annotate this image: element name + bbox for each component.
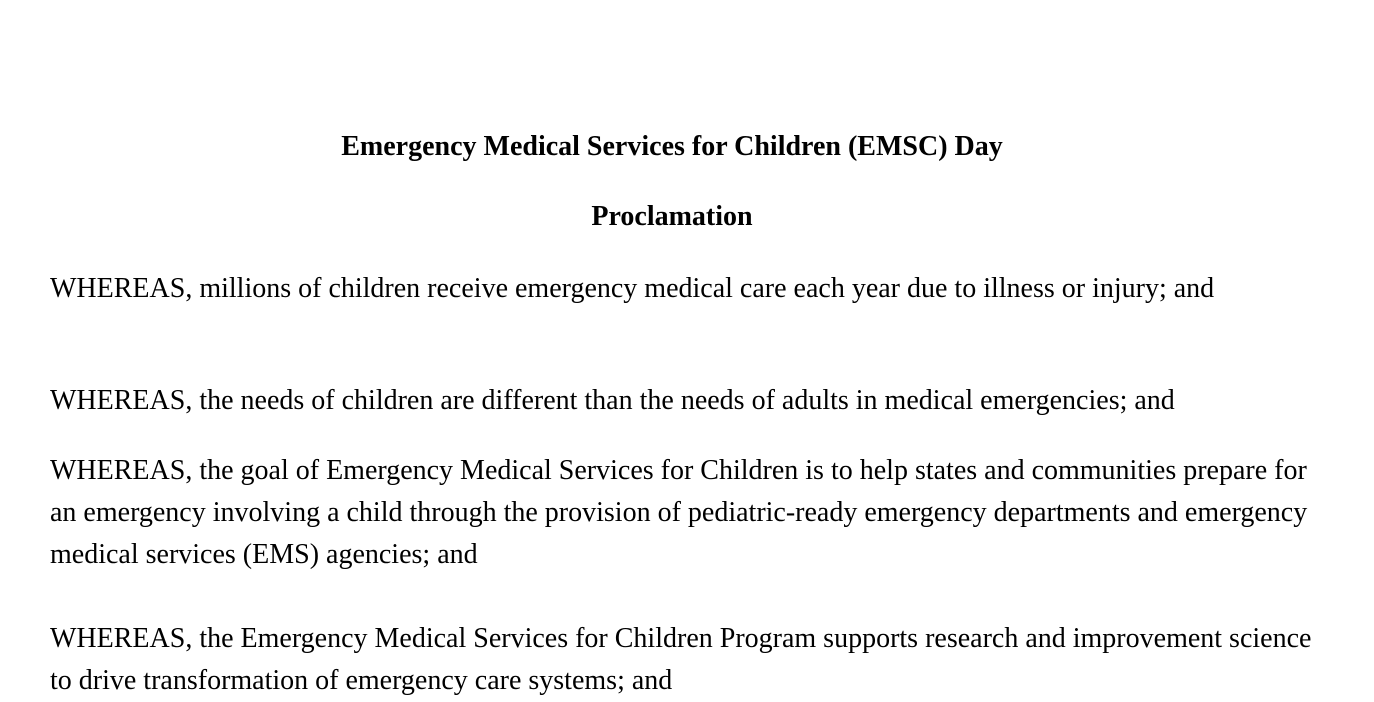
whereas-paragraph-4: WHEREAS, the Emergency Medical Services for Children Program supports research and improvement science to drive transformation of emergency care systems; and — [50, 623, 1312, 696]
document-title: Emergency Medical Services for Children (EMSC) Day — [341, 131, 1003, 162]
whereas-paragraph-3: WHEREAS, the goal of Emergency Medical Services for Children is to help states and communities prepare for an emergency involving a child through the provision of pediatric-ready emergency departments and emergency medical services (EMS) agencies; and — [50, 455, 1308, 570]
document-subtitle: Proclamation — [591, 201, 753, 232]
whereas-paragraph-1: WHEREAS, millions of children receive emergency medical care each year due to illness or injury; and — [50, 273, 1215, 304]
whereas-paragraph-2: WHEREAS, the needs of children are different than the needs of adults in medical emergencies; and — [50, 385, 1175, 416]
